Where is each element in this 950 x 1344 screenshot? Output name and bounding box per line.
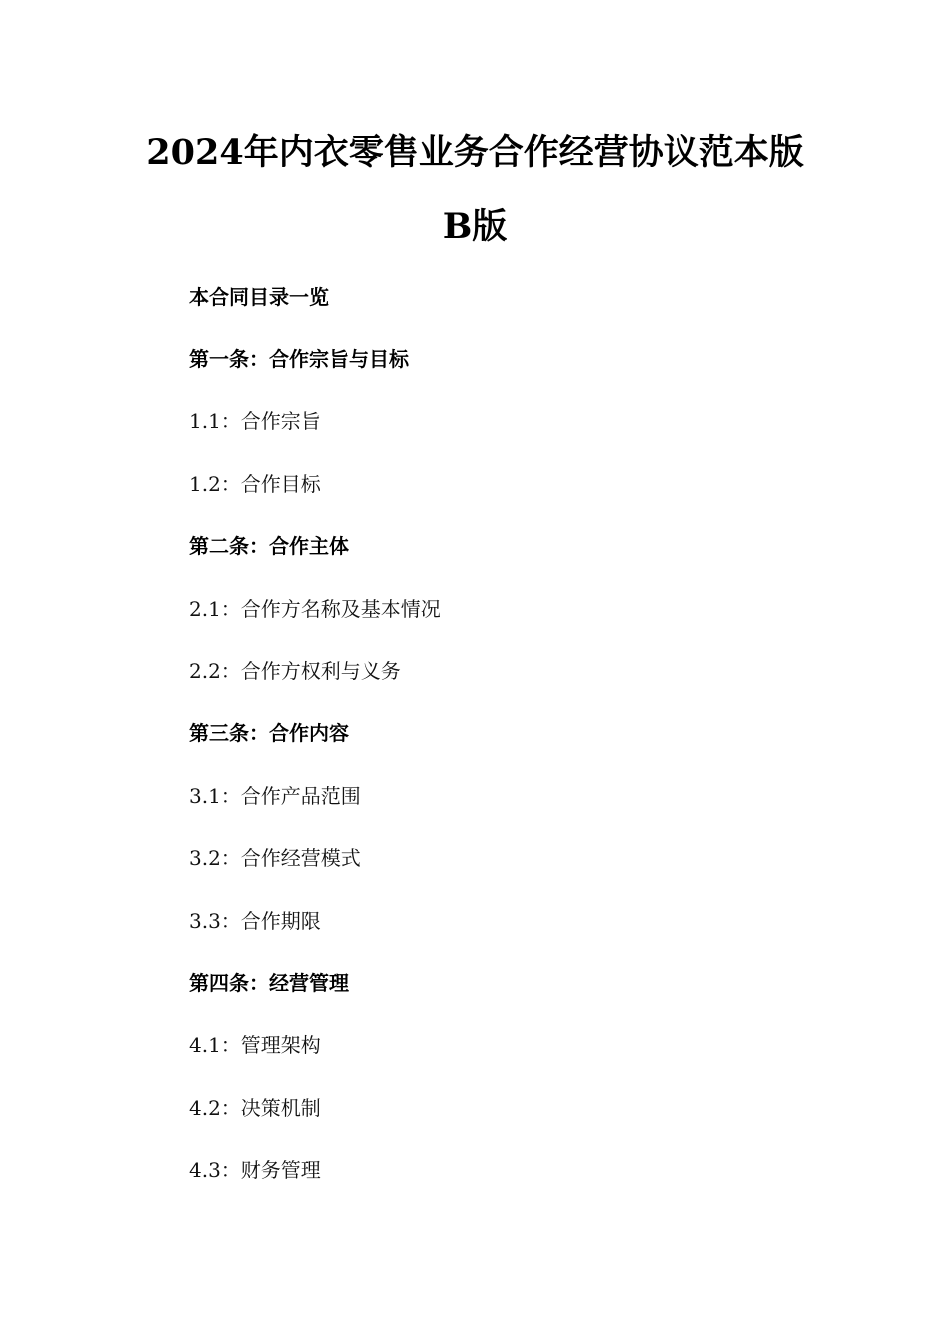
document-title-line-1: 2024年内衣零售业务合作经营协议范本版 bbox=[146, 132, 804, 173]
document-title-line-2: B版 bbox=[442, 206, 508, 247]
toc-item-3-2: 3.2：合作经营模式 bbox=[189, 846, 361, 870]
toc-section-2: 第二条：合作主体 bbox=[189, 534, 349, 558]
toc-item-4-1: 4.1：管理架构 bbox=[189, 1033, 321, 1057]
toc-section-3: 第三条：合作内容 bbox=[189, 721, 349, 745]
toc-item-1-1: 1.1：合作宗旨 bbox=[189, 409, 321, 433]
toc-item-4-2: 4.2：决策机制 bbox=[189, 1096, 321, 1120]
toc-item-2-1: 2.1：合作方名称及基本情况 bbox=[189, 597, 441, 621]
toc-section-1: 第一条：合作宗旨与目标 bbox=[189, 347, 409, 371]
toc-caption: 本合同目录一览 bbox=[189, 285, 329, 309]
toc-item-4-3: 4.3：财务管理 bbox=[189, 1158, 321, 1182]
toc-section-4: 第四条：经营管理 bbox=[189, 971, 349, 995]
toc-item-3-1: 3.1：合作产品范围 bbox=[189, 784, 361, 808]
toc-item-3-3: 3.3：合作期限 bbox=[189, 909, 321, 933]
toc-item-2-2: 2.2：合作方权利与义务 bbox=[189, 659, 401, 683]
toc-item-1-2: 1.2：合作目标 bbox=[189, 472, 321, 496]
